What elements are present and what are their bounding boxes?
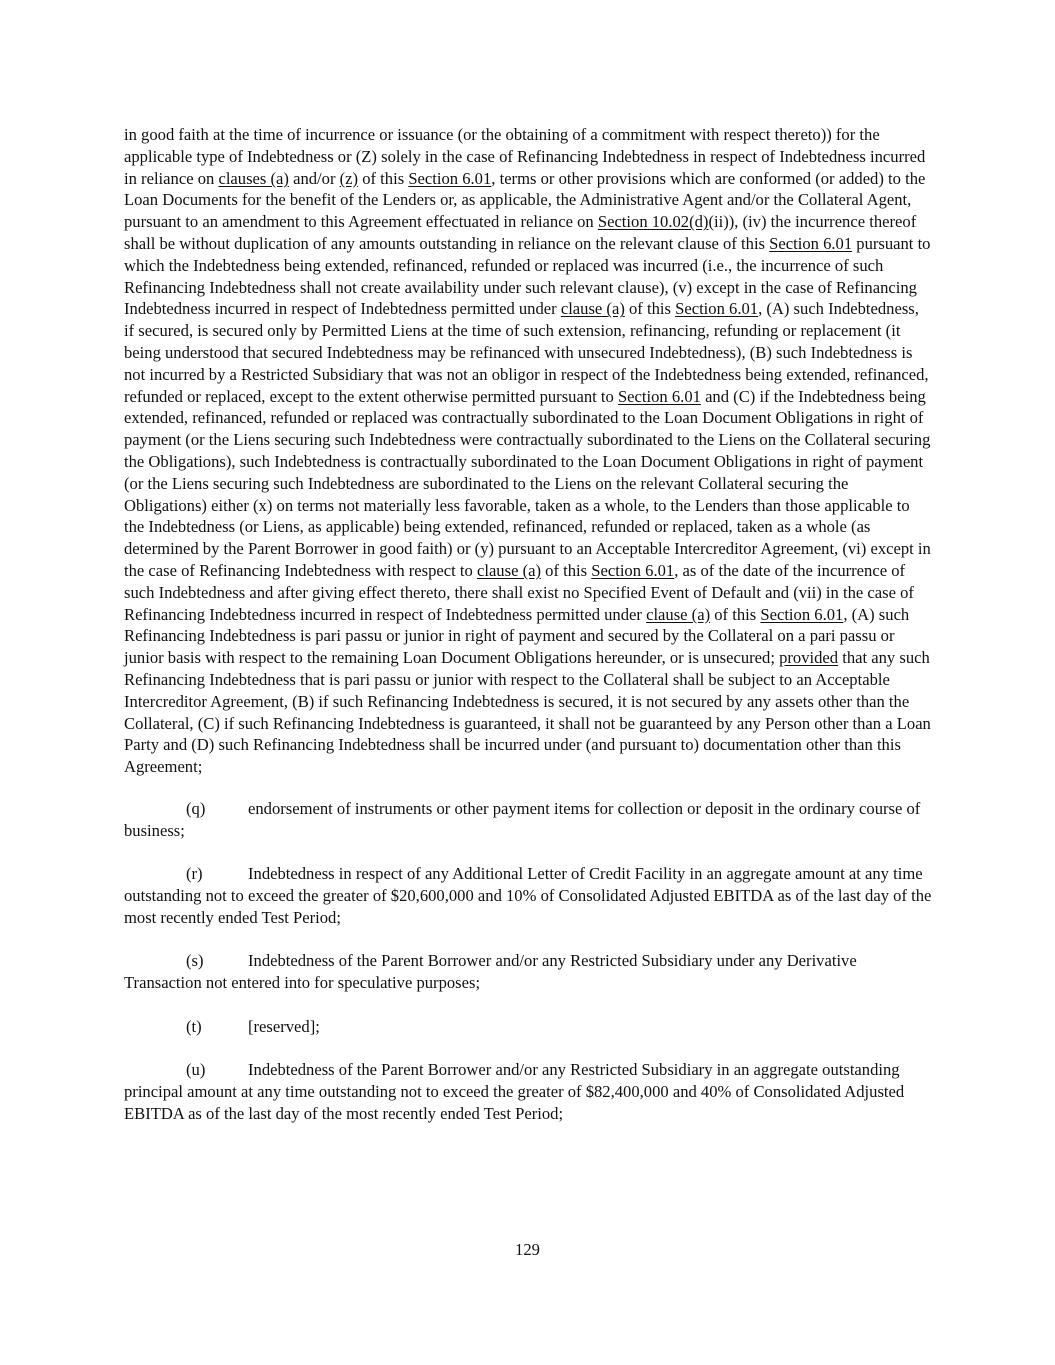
cross-reference: Section 6.01 (408, 168, 492, 188)
text-segment: pursuant to which the Indebtedness being extended, refinanced, refunded or replaced was incurred (i.e., the incurrence of such Refinancing Indebtedness shall not create availability under such relevant clause), (v) except in the case of Refinancing Indebtedness incurred in respect of Indebtedness permitted under (124, 233, 931, 319)
cross-reference: (z) (339, 168, 359, 188)
text-segment: (ii)), (iv) the incurrence thereof shall be without duplication of any amounts outstanding in reliance on the relevant clause of this (124, 212, 917, 253)
text-segment: Indebtedness of the Parent Borrower and/or any Restricted Subsidiary in an aggregate outstanding principal amount at any time outstanding not to exceed the greater of $82,400,000 and 40% of Consolidated Adjusted EBITDA as of the last day of the most recently ended Test Period; (124, 1060, 905, 1124)
cross-reference: Section 10.02(d) (597, 212, 709, 232)
text-segment: of this (624, 299, 676, 319)
text-segment: in good faith at the time of incurrence or issuance (or the obtaining of a commitment with respect thereto)) for the applicable type of Indebtedness or (Z) solely in the case of Refinancing Indebtedness in respect of Indebtedness incurred in reliance on (124, 125, 926, 188)
text-segment: , (A) such Indebtedness, if secured, is secured only by Permitted Liens at the time of such extension, refinancing, refunding or replacement (it being understood that secured Indebtedness may be refinanced with unsecured Indebtedness), (B) such Indebtedness is not incurred by a Restricted Subsidiary that was not an obligor in respect of the Indebtedness being extended, refinanced, refunded or replaced, except to the extent otherwise permitted pursuant to (124, 299, 929, 406)
cross-reference: clauses (a) (218, 168, 289, 188)
cross-reference: clause (a) (476, 560, 541, 580)
list-item (124, 798, 932, 842)
document-page (124, 124, 932, 1147)
cross-reference: Section 6.01 (769, 233, 853, 253)
text-segment: of this (541, 560, 592, 580)
cross-reference: clause (a) (560, 299, 625, 319)
cross-reference: Section 6.01 (675, 299, 759, 319)
text-segment: Indebtedness of the Parent Borrower and/or any Restricted Subsidiary under any Derivative Transaction not entered into for speculative purposes; (124, 951, 857, 993)
cross-reference: Section 6.01 (617, 386, 701, 406)
cross-reference: clause (a) (646, 604, 711, 624)
text-segment: and (C) if the Indebtedness being extended, refinanced, refunded or replaced was contractually subordinated to the Loan Document Obligations in right of payment (or the Liens securing such Indebtedness were contractually subordinated to the Liens on the Collateral securing the Obligations), such Indebtedness is contractually subordinated to the Loan Document Obligations in right of payment (or the Liens securing such Indebtedness are subordinated to the Liens on the relevant Collateral securing the Obligations) either (x) on terms not materially less favorable, taken as a whole, to the Lenders than those applicable to the Indebtedness (or Liens, as applicable) being extended, refinanced, refunded or replaced, taken as a whole (as determined by the Parent Borrower in good faith) or (y) pursuant to an Acceptable Intercreditor Agreement, (vi) except in the case of Refinancing Indebtedness with respect to (124, 386, 931, 580)
text-segment: of this (358, 168, 409, 188)
page-number: 129 (515, 1240, 540, 1259)
list-item (124, 863, 932, 928)
cross-reference: Section 6.01 (760, 604, 844, 624)
cross-reference: provided (779, 648, 839, 668)
text-segment: , as of the date of the incurrence of such Indebtedness and after giving effect thereto, there shall exist no Specified Event of Default and (vii) in the case of Refinancing Indebtedness incurred in respect of Indebtedness permitted under (124, 560, 914, 624)
item-label: (t) (186, 1016, 202, 1036)
text-segment: that any such Refinancing Indebtedness that is pari passu or junior with respect to the Collateral shall be subject to an Acceptable Intercreditor Agreement, (B) if such Refinancing Indebtedness is secured, it is not secured by any assets other than the Collateral, (C) if such Refinancing Indebtedness is guaranteed, it shall not be guaranteed by any Person other than a Loan Party and (D) such Refinancing Indebtedness shall be incurred under (and pursuant to) documentation other than this Agreement; (124, 648, 931, 777)
text-segment: of this (710, 604, 761, 624)
item-label: (r) (186, 864, 203, 884)
item-label: (u) (186, 1060, 206, 1080)
body-paragraph (124, 124, 932, 778)
list-item (124, 1059, 932, 1124)
list-item (124, 950, 932, 994)
text-segment: [reserved]; (248, 1016, 320, 1036)
text-segment: , (A) such Refinancing Indebtedness is pari passu or junior in right of payment and secured by the Collateral on a pari passu or junior basis with respect to the remaining Loan Document Obligations hereunder, or is unsecured; (124, 604, 910, 668)
text-segment: , terms or other provisions which are conformed (or added) to the Loan Documents for the benefit of the Lenders or, as applicable, the Administrative Agent and/or the Collateral Agent, pursuant to an amendment to this Agreement effectuated in reliance on (124, 168, 926, 232)
text-segment: and/or (288, 168, 340, 188)
document-body (124, 124, 932, 1125)
text-segment: endorsement of instruments or other payment items for collection or deposit in the ordinary course of business; (124, 798, 921, 840)
list-item (124, 1016, 932, 1038)
item-label: (q) (186, 798, 206, 818)
text-segment: Indebtedness in respect of any Additional Letter of Credit Facility in an aggregate amount at any time outstanding not to exceed the greater of $20,600,000 and 10% of Consolidated Adjusted EBITDA as of the last day of the most recently ended Test Period; (124, 864, 932, 927)
cross-reference: Section 6.01 (591, 560, 675, 580)
item-label: (s) (186, 951, 204, 971)
